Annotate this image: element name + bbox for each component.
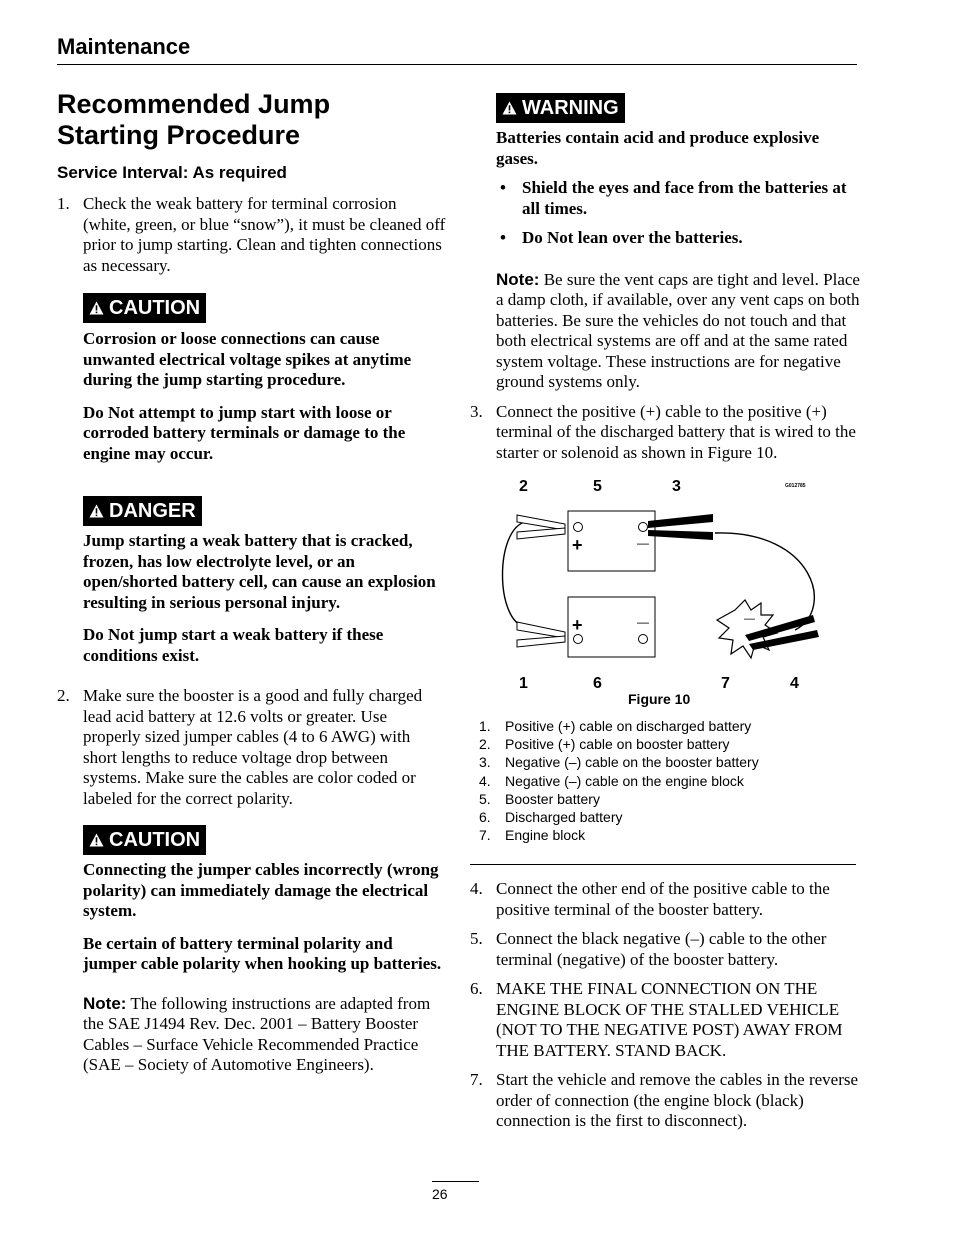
- callout-4: 4: [790, 675, 799, 692]
- step-4: [470, 879, 860, 920]
- warning-triangle-icon: [89, 504, 104, 518]
- callout-7: 7: [721, 675, 730, 692]
- callout-5: 5: [593, 478, 602, 495]
- step-text: Make sure the booster is a good and fully charged lead acid battery at 12.6 volts or greater. Use properly sized jumper cables (4 to 6 AWG) with short lengths to reduce voltage drop between systems. Make sure the cables are color coded or labeled for the correct polarity.: [83, 686, 423, 808]
- step-text: Connect the other end of the positive cable to the positive terminal of the booster battery.: [496, 879, 830, 919]
- clamp-booster-negative: [648, 514, 713, 540]
- caution-paragraph-2: Be certain of battery terminal polarity and jumper cable polarity when hooking up batteries.: [83, 933, 442, 973]
- legend-item: 1. Positive (+) cable on discharged battery: [479, 718, 752, 734]
- legend-item: 3. Negative (–) cable on the booster battery: [479, 754, 759, 771]
- warning-intro: Batteries contain acid and produce explosive gases.: [496, 128, 820, 168]
- legend-item: 2. Positive (+) cable on booster battery: [479, 736, 730, 753]
- warning-box: [496, 93, 860, 393]
- step-number: 3.: [470, 401, 483, 421]
- danger-signal: [83, 496, 202, 526]
- discharged-plus: +: [572, 615, 583, 635]
- danger-paragraph-2: Do Not jump start a weak battery if these conditions exist.: [83, 625, 384, 665]
- step-number: 1.: [57, 194, 70, 213]
- caution-paragraph-1: Corrosion or loose connections can cause unwanted electrical voltage spikes at anytime during the jump starting procedure.: [83, 329, 412, 389]
- step-number: 7.: [470, 1070, 483, 1089]
- bullet-text: Do Not lean over the batteries.: [522, 228, 743, 247]
- caution-paragraph-1: Connecting the jumper cables incorrectly (wrong polarity) can immediately damage the electrical system.: [83, 860, 439, 920]
- step-6: [470, 979, 860, 1061]
- figure-caption: Figure 10: [628, 691, 691, 707]
- title-line-1: Recommended Jump: [57, 89, 331, 119]
- note-text: Be sure the vent caps are tight and level. Place a damp cloth, if available, over any vent caps on both batteries. Be sure the vehicles do not touch and that both electrical systems are off and at the same rated system voltage. These instructions are for negative ground systems only.: [496, 269, 860, 391]
- caution-label: CAUTION: [109, 296, 201, 319]
- page-title: [57, 89, 447, 151]
- caution-signal: [83, 825, 206, 855]
- discharged-minus: —: [637, 615, 649, 629]
- title-line-2: Starting Procedure: [57, 120, 301, 150]
- step-text: Connect the positive (+) cable to the positive (+) terminal of the discharged battery that is wired to the starter or solenoid as shown in Figure 10.: [496, 401, 856, 462]
- legend-item: 7. Engine block: [479, 827, 586, 844]
- callout-2: 2: [519, 478, 528, 495]
- legend-item: 4. Negative (–) cable on the engine block: [479, 772, 744, 789]
- legend-item: 6. Discharged battery: [479, 809, 623, 826]
- figure-divider: [470, 864, 856, 865]
- steps-4-to-7: [470, 879, 860, 1132]
- step-text: Connect the black negative (–) cable to the other terminal (negative) of the booster battery.: [496, 929, 827, 969]
- figure-legend: [470, 717, 850, 844]
- warning-bullet: • Shield the eyes and face from the batteries at all times.: [496, 178, 860, 219]
- bullet-text: Shield the eyes and face from the batteries at all times.: [522, 178, 847, 218]
- danger-box: [83, 496, 447, 666]
- step-number: 4.: [470, 879, 483, 898]
- caution-box-2: [83, 825, 447, 1076]
- note-label: Note:: [83, 993, 127, 1013]
- callout-3: 3: [672, 478, 681, 495]
- caution-box-1: [83, 293, 447, 464]
- step-2: [57, 686, 447, 809]
- warning-triangle-icon: [502, 101, 517, 115]
- step-text: Check the weak battery for terminal corrosion (white, green, or blue “snow”), it must be cleaned off prior to jump starting. Clean and tighten connections as necessary.: [83, 194, 446, 275]
- step-text: Start the vehicle and remove the cables in the reverse order of connection (the engine block (black) connection is the first to disconnect).: [496, 1070, 859, 1130]
- note-text: The following instructions are adapted from the SAE J1494 Rev. Dec. 2001 – Battery Booster Cables – Surface Vehicle Recommended Practice (SAE – Society of Automotive Engineers).: [83, 993, 431, 1074]
- callout-6: 6: [593, 675, 602, 692]
- step-number: 5.: [470, 929, 483, 948]
- danger-paragraph-1: Jump starting a weak battery that is cracked, frozen, has low electrolyte level, or an open/shorted battery cell, can cause an explosion resulting in serious personal injury.: [83, 531, 436, 612]
- step-7: [470, 1070, 860, 1132]
- section-header: Maintenance: [57, 34, 191, 59]
- danger-label: DANGER: [109, 499, 196, 522]
- booster-plus: +: [572, 535, 583, 555]
- service-interval: Service Interval: As required: [57, 163, 287, 182]
- step-text: MAKE THE FINAL CONNECTION ON THE ENGINE BLOCK OF THE STALLED VEHICLE (NOT TO THE NEGATIVE POST) AWAY FROM THE BATTERY. STAND BACK.: [496, 979, 843, 1060]
- left-column: [57, 89, 447, 1076]
- callout-1: 1: [519, 675, 528, 692]
- step-number: 6.: [470, 979, 483, 998]
- right-column: [470, 89, 860, 463]
- caution-label: CAUTION: [109, 828, 201, 851]
- warning-signal: [496, 93, 625, 123]
- caution-paragraph-2: Do Not attempt to jump start with loose or corroded battery terminals or damage to the engine may occur.: [83, 402, 406, 463]
- header-rule: [57, 64, 857, 65]
- page-number-rule: [432, 1181, 479, 1182]
- engine-minus: —: [744, 613, 755, 625]
- warning-triangle-icon: [89, 833, 104, 847]
- caution-signal: [83, 293, 206, 323]
- page-number: 26: [432, 1186, 448, 1202]
- step-1: [57, 194, 447, 276]
- warning-label: WARNING: [522, 96, 619, 119]
- step-5: [470, 929, 860, 970]
- clamp-discharged-positive: [517, 622, 565, 647]
- warning-triangle-icon: [89, 301, 104, 315]
- note-vent-caps: [496, 270, 860, 393]
- clamp-booster-positive: [517, 515, 565, 539]
- step-number: 2.: [57, 686, 70, 705]
- legend-item: 5. Booster battery: [479, 790, 600, 807]
- note-label: Note:: [496, 269, 540, 289]
- booster-minus: —: [637, 536, 649, 550]
- figure-code: G012785: [785, 483, 806, 489]
- warning-bullet: • Do Not lean over the batteries.: [500, 228, 743, 247]
- note-adapted-from-sae: [83, 994, 447, 1076]
- step-3: [470, 402, 860, 464]
- figure-10-jump-start-diagram: [495, 470, 835, 710]
